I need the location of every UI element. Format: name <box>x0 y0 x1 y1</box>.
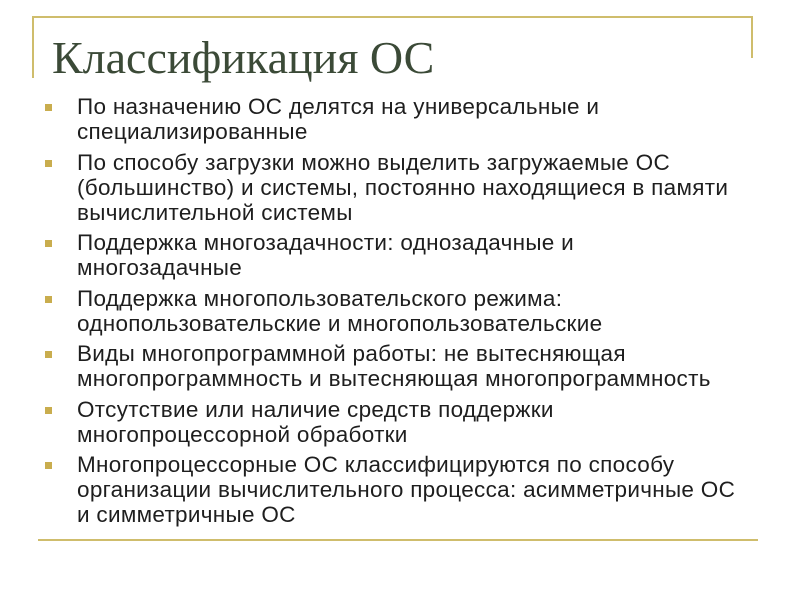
square-bullet-icon <box>45 104 52 111</box>
list-item-text-line: многопроцессорной обработки <box>77 421 408 447</box>
list-item-text-line: Виды многопрограммной работы: не вытесняющая <box>77 341 626 366</box>
list-item-text-line: Поддержка многозадачности: однозадачные и <box>77 230 575 255</box>
square-bullet-icon <box>45 240 52 247</box>
list-item-text-line: По способу загрузки можно выделить загружаемые ОС <box>77 149 671 175</box>
list-item-text-line: Отсутствие или наличие средств поддержки <box>77 396 554 422</box>
slide-title: Классификация ОС <box>52 32 435 83</box>
list-item <box>45 230 765 280</box>
frame-line-right <box>751 16 753 58</box>
list-item <box>45 150 765 225</box>
list-item-text-line: и симметричные ОС <box>77 502 296 527</box>
list-item <box>45 94 765 144</box>
list-item-text-line: вычислительной системы <box>77 199 353 225</box>
frame-line-top <box>33 16 753 18</box>
square-bullet-icon <box>45 462 52 469</box>
frame-line-bottom <box>38 539 758 541</box>
bullet-list <box>45 94 765 533</box>
square-bullet-icon <box>45 296 52 303</box>
list-item <box>45 286 765 336</box>
list-item <box>45 397 765 447</box>
list-item-text-line: По назначению ОС делятся на универсальные и <box>77 94 600 119</box>
list-item-text-line: Поддержка многопользовательского режима: <box>77 285 563 311</box>
list-item <box>45 341 765 391</box>
list-item-text-line: организации вычислительного процесса: асимметричные ОС <box>77 477 736 502</box>
list-item-text-line: однопользовательские и многопользовательские <box>77 310 603 336</box>
list-item <box>45 452 765 527</box>
list-item-text-line: (большинство) и системы, постоянно находящиеся в памяти <box>77 174 729 200</box>
square-bullet-icon <box>45 160 52 167</box>
square-bullet-icon <box>45 407 52 414</box>
frame-line-left <box>32 16 34 78</box>
square-bullet-icon <box>45 351 52 358</box>
list-item-text-line: многозадачные <box>77 255 243 280</box>
list-item-text-line: Многопроцессорные ОС классифицируются по способу <box>77 452 675 477</box>
list-item-text-line: специализированные <box>77 119 308 144</box>
list-item-text-line: многопрограммность и вытесняющая многопрограммность <box>77 366 711 391</box>
